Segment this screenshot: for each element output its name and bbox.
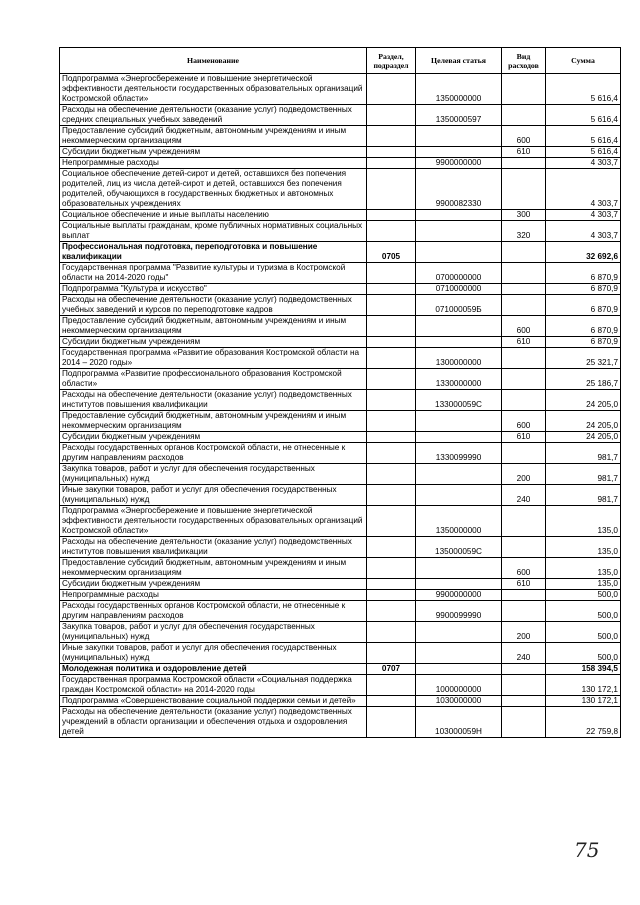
- cell-type: [502, 664, 546, 675]
- cell-target: 135000059С: [416, 537, 502, 558]
- cell-type: [502, 242, 546, 263]
- cell-type: [502, 707, 546, 738]
- cell-name: Подпрограмма «Совершенствование социальной поддержки семьи и детей»: [60, 696, 367, 707]
- cell-target: 9900099990: [416, 601, 502, 622]
- table-row: [60, 485, 621, 506]
- cell-name: Профессиональная подготовка, переподготовка и повышение квалификации: [60, 242, 367, 263]
- cell-type: [502, 537, 546, 558]
- cell-type: [502, 74, 546, 105]
- cell-section: [367, 601, 416, 622]
- cell-name: Закупка товаров, работ и услуг для обеспечения государственных (муниципальных) нужд: [60, 622, 367, 643]
- cell-target: [416, 126, 502, 147]
- cell-target: [416, 432, 502, 443]
- cell-type: 610: [502, 337, 546, 348]
- cell-sum: 135,0: [546, 537, 621, 558]
- table-row: [60, 348, 621, 369]
- table-header-row: [60, 48, 621, 74]
- cell-type: [502, 601, 546, 622]
- cell-target: 9900000000: [416, 590, 502, 601]
- cell-type: [502, 263, 546, 284]
- table-row: [60, 675, 621, 696]
- cell-target: [416, 622, 502, 643]
- cell-section: [367, 443, 416, 464]
- cell-section: [367, 506, 416, 537]
- cell-name: Подпрограмма «Энергосбережение и повышение энергетической эффективности деятельности государственных образовательных организаций Костромской области»: [60, 506, 367, 537]
- cell-target: [416, 210, 502, 221]
- cell-name: Молодежная политика и оздоровление детей: [60, 664, 367, 675]
- cell-name: Подпрограмма «Энергосбережение и повышение энергетической эффективности деятельности государственных образовательных организаций Костромской области»: [60, 74, 367, 105]
- cell-type: 300: [502, 210, 546, 221]
- header-type: Вид расходов: [502, 48, 546, 74]
- cell-target: 9900000000: [416, 158, 502, 169]
- cell-target: [416, 485, 502, 506]
- cell-name: Подпрограмма "Культура и искусство": [60, 284, 367, 295]
- cell-type: [502, 506, 546, 537]
- cell-type: 600: [502, 126, 546, 147]
- table-row: [60, 622, 621, 643]
- cell-target: [416, 337, 502, 348]
- cell-type: [502, 369, 546, 390]
- cell-name: Социальные выплаты гражданам, кроме публичных нормативных социальных выплат: [60, 221, 367, 242]
- cell-section: [367, 643, 416, 664]
- cell-sum: 500,0: [546, 601, 621, 622]
- cell-sum: 158 394,5: [546, 664, 621, 675]
- cell-target: [416, 579, 502, 590]
- cell-section: 0707: [367, 664, 416, 675]
- table-row: [60, 601, 621, 622]
- cell-type: 240: [502, 485, 546, 506]
- cell-type: [502, 105, 546, 126]
- cell-name: Предоставление субсидий бюджетным, автономным учреждениям и иным некоммерческим организациям: [60, 126, 367, 147]
- cell-type: [502, 390, 546, 411]
- cell-target: 1000000000: [416, 675, 502, 696]
- table-row: [60, 337, 621, 348]
- cell-section: [367, 675, 416, 696]
- table-row: [60, 643, 621, 664]
- table-row: [60, 464, 621, 485]
- cell-section: [367, 74, 416, 105]
- cell-target: 9900082330: [416, 169, 502, 210]
- cell-section: [367, 295, 416, 316]
- cell-name: Предоставление субсидий бюджетным, автономным учреждениям и иным некоммерческим организациям: [60, 558, 367, 579]
- cell-target: [416, 411, 502, 432]
- cell-name: Предоставление субсидий бюджетным, автономным учреждениям и иным некоммерческим организациям: [60, 411, 367, 432]
- cell-type: 320: [502, 221, 546, 242]
- cell-section: [367, 210, 416, 221]
- cell-name: Социальное обеспечение детей-сирот и детей, оставшихся без попечения родителей, лиц из числа детей-сирот и детей, оставшихся без попечения родителей, обучающихся в государственных бюджетных и автономных образовательных учреждениях: [60, 169, 367, 210]
- budget-sheet: [59, 47, 620, 738]
- cell-sum: 130 172,1: [546, 675, 621, 696]
- table-row: [60, 443, 621, 464]
- cell-target: 103000059Н: [416, 707, 502, 738]
- table-row: [60, 506, 621, 537]
- cell-type: [502, 284, 546, 295]
- cell-sum: 4 303,7: [546, 158, 621, 169]
- table-row: [60, 411, 621, 432]
- cell-target: 0710000000: [416, 284, 502, 295]
- cell-target: 133000059С: [416, 390, 502, 411]
- cell-target: 1350000000: [416, 74, 502, 105]
- cell-name: Субсидии бюджетным учреждениям: [60, 432, 367, 443]
- cell-sum: 135,0: [546, 579, 621, 590]
- cell-type: [502, 696, 546, 707]
- table-row: [60, 558, 621, 579]
- cell-sum: 981,7: [546, 464, 621, 485]
- cell-target: 0700000000: [416, 263, 502, 284]
- cell-sum: 135,0: [546, 506, 621, 537]
- cell-type: [502, 348, 546, 369]
- cell-sum: 6 870,9: [546, 316, 621, 337]
- page-number: 75: [574, 838, 600, 862]
- cell-type: 600: [502, 316, 546, 337]
- table-row: [60, 390, 621, 411]
- cell-target: [416, 221, 502, 242]
- cell-name: Социальное обеспечение и иные выплаты населению: [60, 210, 367, 221]
- cell-sum: 500,0: [546, 590, 621, 601]
- table-row: [60, 590, 621, 601]
- cell-sum: 135,0: [546, 558, 621, 579]
- cell-sum: 22 759,8: [546, 707, 621, 738]
- table-row: [60, 696, 621, 707]
- cell-sum: 24 205,0: [546, 432, 621, 443]
- cell-section: [367, 316, 416, 337]
- cell-sum: 4 303,7: [546, 210, 621, 221]
- cell-target: [416, 316, 502, 337]
- cell-target: 1330000000: [416, 369, 502, 390]
- cell-target: 1300000000: [416, 348, 502, 369]
- table-row: [60, 537, 621, 558]
- cell-target: 1030000000: [416, 696, 502, 707]
- cell-section: [367, 126, 416, 147]
- cell-type: [502, 443, 546, 464]
- cell-section: [367, 221, 416, 242]
- cell-name: Иные закупки товаров, работ и услуг для обеспечения государственных (муниципальных) нужд: [60, 643, 367, 664]
- cell-sum: 981,7: [546, 443, 621, 464]
- cell-sum: 6 870,9: [546, 263, 621, 284]
- cell-sum: 24 205,0: [546, 411, 621, 432]
- cell-sum: 25 186,7: [546, 369, 621, 390]
- cell-name: Предоставление субсидий бюджетным, автономным учреждениям и иным некоммерческим организациям: [60, 316, 367, 337]
- cell-section: 0705: [367, 242, 416, 263]
- cell-section: [367, 263, 416, 284]
- cell-target: [416, 147, 502, 158]
- cell-section: [367, 558, 416, 579]
- cell-section: [367, 158, 416, 169]
- cell-name: Закупка товаров, работ и услуг для обеспечения государственных (муниципальных) нужд: [60, 464, 367, 485]
- cell-sum: 25 321,7: [546, 348, 621, 369]
- cell-sum: 4 303,7: [546, 169, 621, 210]
- cell-section: [367, 579, 416, 590]
- table-row: [60, 74, 621, 105]
- table-row: [60, 284, 621, 295]
- cell-type: 200: [502, 464, 546, 485]
- cell-name: Расходы на обеспечение деятельности (оказание услуг) подведомственных учреждений в области организации и обеспечения отдыха и оздоровления детей: [60, 707, 367, 738]
- cell-section: [367, 169, 416, 210]
- cell-name: Субсидии бюджетным учреждениям: [60, 337, 367, 348]
- header-sum: Сумма: [546, 48, 621, 74]
- cell-type: 600: [502, 411, 546, 432]
- cell-section: [367, 464, 416, 485]
- cell-type: 610: [502, 432, 546, 443]
- table-row: [60, 105, 621, 126]
- cell-sum: 24 205,0: [546, 390, 621, 411]
- cell-name: Подпрограмма «Развитие профессионального образования Костромской области»: [60, 369, 367, 390]
- cell-name: Расходы на обеспечение деятельности (оказание услуг) подведомственных учебных заведений и курсов по переподготовке кадров: [60, 295, 367, 316]
- cell-name: Государственная программа Костромской области «Социальная поддержка граждан Костромской области» на 2014-2020 годы: [60, 675, 367, 696]
- table-row: [60, 316, 621, 337]
- cell-name: Расходы на обеспечение деятельности (оказание услуг) подведомственных институтов повышения квалификации: [60, 537, 367, 558]
- cell-section: [367, 337, 416, 348]
- table-row: [60, 158, 621, 169]
- cell-sum: 5 616,4: [546, 105, 621, 126]
- table-row: [60, 369, 621, 390]
- cell-section: [367, 284, 416, 295]
- cell-target: [416, 464, 502, 485]
- cell-name: Субсидии бюджетным учреждениям: [60, 147, 367, 158]
- header-section: Раздел, подраздел: [367, 48, 416, 74]
- cell-name: Государственная программа "Развитие культуры и туризма в Костромской области на 2014-2020 годы": [60, 263, 367, 284]
- cell-type: 600: [502, 558, 546, 579]
- cell-name: Непрограммные расходы: [60, 590, 367, 601]
- table-row: [60, 210, 621, 221]
- cell-name: Субсидии бюджетным учреждениям: [60, 579, 367, 590]
- table-body: [60, 74, 621, 738]
- cell-sum: 500,0: [546, 622, 621, 643]
- cell-type: [502, 675, 546, 696]
- cell-name: Государственная программа «Развитие образования Костромской области на 2014 – 2020 годы»: [60, 348, 367, 369]
- cell-target: [416, 242, 502, 263]
- cell-name: Расходы государственных органов Костромской области, не отнесенные к другим направлениям расходов: [60, 601, 367, 622]
- cell-type: 610: [502, 579, 546, 590]
- table-row: [60, 432, 621, 443]
- cell-target: 1350000000: [416, 506, 502, 537]
- cell-section: [367, 707, 416, 738]
- cell-type: [502, 169, 546, 210]
- cell-section: [367, 147, 416, 158]
- cell-sum: 6 870,9: [546, 284, 621, 295]
- cell-section: [367, 390, 416, 411]
- cell-sum: 5 616,4: [546, 147, 621, 158]
- cell-section: [367, 537, 416, 558]
- table-row: [60, 242, 621, 263]
- cell-sum: 4 303,7: [546, 221, 621, 242]
- cell-section: [367, 105, 416, 126]
- cell-sum: 32 692,6: [546, 242, 621, 263]
- header-target: Целевая статья: [416, 48, 502, 74]
- table-row: [60, 295, 621, 316]
- cell-section: [367, 348, 416, 369]
- cell-sum: 6 870,9: [546, 295, 621, 316]
- table-row: [60, 263, 621, 284]
- budget-table: [59, 47, 621, 738]
- table-row: [60, 169, 621, 210]
- cell-section: [367, 485, 416, 506]
- cell-section: [367, 696, 416, 707]
- cell-target: 071000059Б: [416, 295, 502, 316]
- cell-type: 610: [502, 147, 546, 158]
- cell-target: [416, 558, 502, 579]
- table-row: [60, 707, 621, 738]
- cell-section: [367, 590, 416, 601]
- cell-sum: 500,0: [546, 643, 621, 664]
- cell-target: 1350000597: [416, 105, 502, 126]
- cell-name: Расходы государственных органов Костромской области, не отнесенные к другим направлениям расходов: [60, 443, 367, 464]
- cell-type: [502, 590, 546, 601]
- cell-section: [367, 369, 416, 390]
- cell-sum: 5 616,4: [546, 126, 621, 147]
- table-row: [60, 126, 621, 147]
- cell-section: [367, 622, 416, 643]
- cell-target: 1330099990: [416, 443, 502, 464]
- table-row: [60, 147, 621, 158]
- cell-target: [416, 643, 502, 664]
- cell-name: Иные закупки товаров, работ и услуг для обеспечения государственных (муниципальных) нужд: [60, 485, 367, 506]
- cell-name: Непрограммные расходы: [60, 158, 367, 169]
- cell-name: Расходы на обеспечение деятельности (оказание услуг) подведомственных институтов повышения квалификации: [60, 390, 367, 411]
- table-row: [60, 221, 621, 242]
- cell-type: 200: [502, 622, 546, 643]
- header-name: Наименование: [60, 48, 367, 74]
- cell-type: 240: [502, 643, 546, 664]
- cell-sum: 6 870,9: [546, 337, 621, 348]
- table-row: [60, 664, 621, 675]
- cell-sum: 5 616,4: [546, 74, 621, 105]
- cell-section: [367, 411, 416, 432]
- table-row: [60, 579, 621, 590]
- cell-sum: 981,7: [546, 485, 621, 506]
- cell-sum: 130 172,1: [546, 696, 621, 707]
- cell-section: [367, 432, 416, 443]
- cell-type: [502, 158, 546, 169]
- cell-type: [502, 295, 546, 316]
- cell-target: [416, 664, 502, 675]
- cell-name: Расходы на обеспечение деятельности (оказание услуг) подведомственных средних специальных учебных заведений: [60, 105, 367, 126]
